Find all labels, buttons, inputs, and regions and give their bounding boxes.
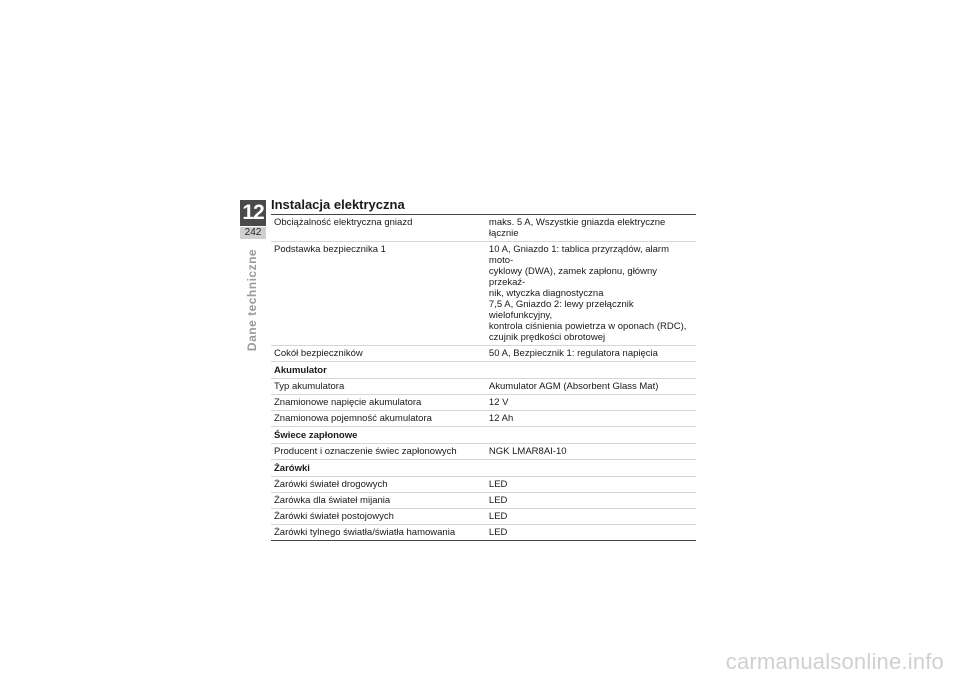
chapter-side-label: Dane techniczne: [245, 248, 259, 352]
group-header-label: Żarówki: [271, 460, 696, 477]
watermark-text: carmanualsonline.info: [725, 649, 944, 674]
value-line: nik, wtyczka diagnostyczna: [488, 288, 604, 299]
table-row: [271, 242, 696, 346]
table-row: [271, 493, 696, 509]
group-header-spark-plugs: [271, 427, 696, 444]
row-value: LED: [486, 525, 696, 541]
row-value: [486, 242, 696, 346]
row-label: Znamionowe napięcie akumulatora: [271, 395, 486, 411]
row-value: maks. 5 A, Wszystkie gniazda elektryczne łącznie: [486, 215, 696, 242]
group-header-label: Świece zapłonowe: [271, 427, 696, 444]
row-label: Typ akumulatora: [271, 379, 486, 395]
table-row: [271, 444, 696, 460]
electrical-spec-table: [271, 214, 696, 541]
row-value: LED: [486, 509, 696, 525]
group-header-bulbs: [271, 460, 696, 477]
value-line: czujnik prędkości obrotowej: [488, 332, 606, 343]
table-row: [271, 395, 696, 411]
table-row: [271, 215, 696, 242]
row-label: Żarówki świateł drogowych: [271, 477, 486, 493]
table-row: [271, 525, 696, 541]
group-header-battery: [271, 362, 696, 379]
group-header-label: Akumulator: [271, 362, 696, 379]
page-number: 242: [240, 227, 266, 239]
value-line: 10 A, Gniazdo 1: tablica przyrządów, alarm moto-: [488, 244, 669, 266]
row-value: 50 A, Bezpiecznik 1: regulatora napięcia: [486, 346, 696, 362]
row-label: Żarówki świateł postojowych: [271, 509, 486, 525]
table-row: [271, 346, 696, 362]
value-line: cyklowy (DWA), zamek zapłonu, główny przekaź-: [488, 266, 657, 288]
table-row: [271, 509, 696, 525]
table-row: [271, 411, 696, 427]
row-label: Obciążalność elektryczna gniazd: [271, 215, 486, 242]
value-line: 7,5 A, Gniazdo 2: lewy przełącznik wielofunkcyjny,: [488, 299, 634, 321]
table-row: [271, 379, 696, 395]
row-label: Producent i oznaczenie świec zapłonowych: [271, 444, 486, 460]
row-label: Znamionowa pojemność akumulatora: [271, 411, 486, 427]
row-value: LED: [486, 477, 696, 493]
row-label: Żarówki tylnego światła/światła hamowania: [271, 525, 486, 541]
table-row: [271, 477, 696, 493]
row-label: Żarówka dla świateł mijania: [271, 493, 486, 509]
row-value: LED: [486, 493, 696, 509]
row-label: Podstawka bezpiecznika 1: [271, 242, 486, 346]
row-value: 12 V: [486, 395, 696, 411]
row-value: NGK LMAR8AI-10: [486, 444, 696, 460]
row-value: 12 Ah: [486, 411, 696, 427]
section-title: Instalacja elektryczna: [271, 197, 405, 212]
row-value: Akumulator AGM (Absorbent Glass Mat): [486, 379, 696, 395]
chapter-number-badge: 12: [240, 200, 266, 226]
row-label: Cokół bezpieczników: [271, 346, 486, 362]
value-line: kontrola ciśnienia powietrza w oponach (RDC),: [488, 321, 687, 332]
